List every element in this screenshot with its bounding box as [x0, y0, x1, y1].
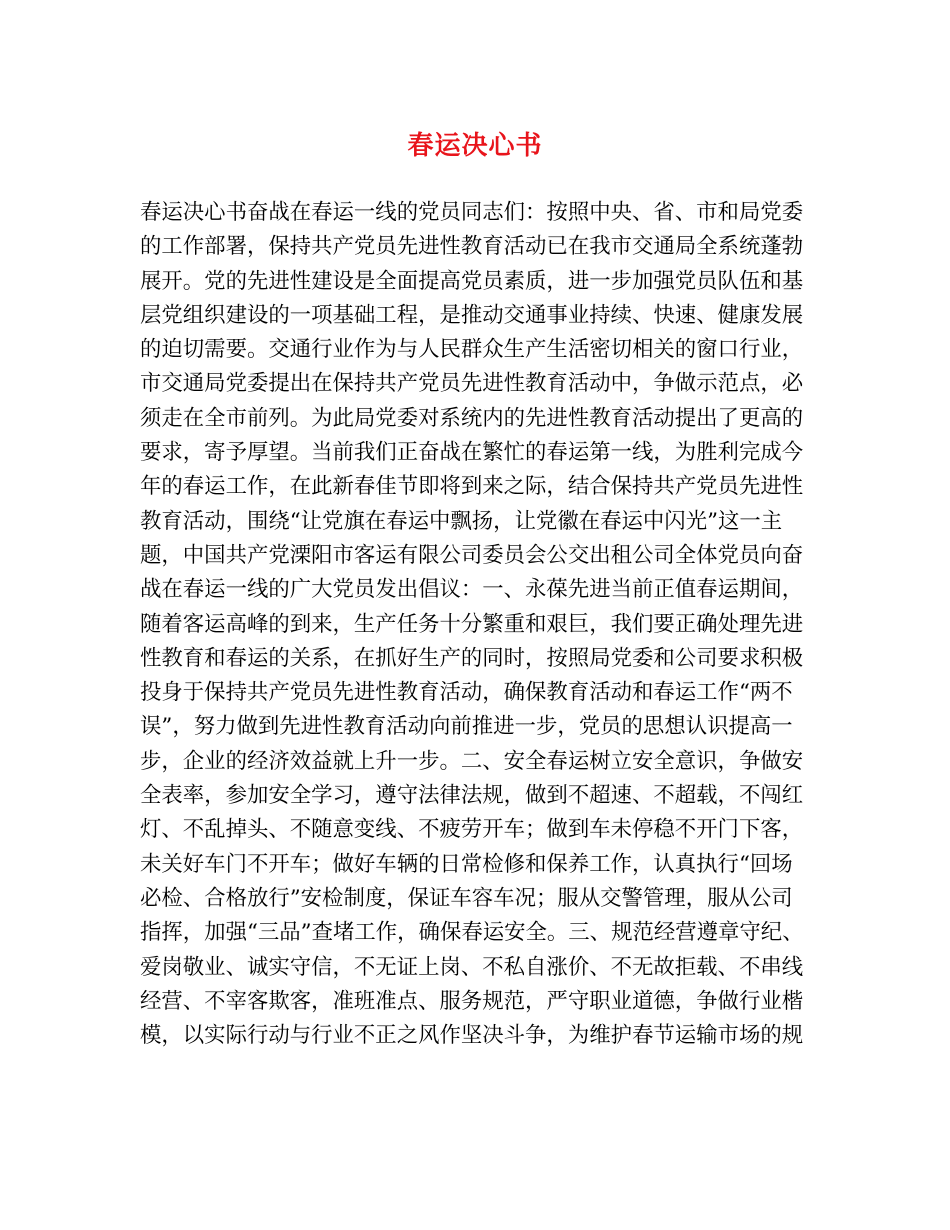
body-line: 投身于保持共产党员先进性教育活动，确保教育活动和春运工作“两不: [140, 680, 793, 706]
body-line: 春运决心书奋战在春运一线的党员同志们：按照中央、省、市和局党委: [140, 200, 804, 225]
body-line: 灯、不乱掉头、不随意变线、不疲劳开车；做到车未停稳不开门下客，: [140, 817, 804, 843]
document-title: 春运决心书: [407, 131, 543, 161]
body-line: 战在春运一线的广大党员发出倡议：一、永葆先进当前正值春运期间，: [140, 577, 804, 603]
body-line: 展开。党的先进性建设是全面提高党员素质，进一步加强党员队伍和基: [140, 268, 804, 294]
body-line: 市交通局党委提出在保持共产党员先进性教育活动中，争做示范点，必: [140, 371, 804, 397]
body-line: 年的春运工作，在此新春佳节即将到来之际，结合保持共产党员先进性: [140, 474, 804, 500]
body-line: 教育活动，围绕“让党旗在春运中飘扬，让党徽在春运中闪光”这一主: [140, 508, 783, 534]
document-body: [140, 196, 830, 1053]
body-line: 爱岗敬业、诚实守信，不无证上岗、不私自涨价、不无故拒载、不串线: [140, 954, 804, 980]
body-line: 须走在全市前列。为此局党委对系统内的先进性教育活动提出了更高的: [140, 405, 804, 431]
body-line: 步，企业的经济效益就上升一步。二、安全春运树立安全意识，争做安: [140, 748, 804, 774]
body-line: 题，中国共产党溧阳市客运有限公司委员会公交出租公司全体党员向奋: [140, 542, 804, 568]
body-line: 性教育和春运的关系，在抓好生产的同时，按照局党委和公司要求积极: [140, 645, 804, 671]
body-line: 必检、合格放行”安检制度，保证车容车况；服从交警管理，服从公司: [140, 885, 793, 911]
body-line: 的迫切需要。交通行业作为与人民群众生产生活密切相关的窗口行业，: [140, 337, 804, 363]
body-line: 经营、不宰客欺客，准班准点、服务规范，严守职业道德，争做行业楷: [140, 988, 804, 1014]
body-line: 全表率，参加安全学习，遵守法律法规，做到不超速、不超载，不闯红: [140, 783, 804, 809]
body-line: 随着客运高峰的到来，生产任务十分繁重和艰巨，我们要正确处理先进: [140, 611, 804, 637]
body-line: 层党组织建设的一项基础工程，是推动交通事业持续、快速、健康发展: [140, 302, 804, 328]
body-line: 误”，努力做到先进性教育活动向前推进一步，党员的思想认识提高一: [140, 714, 793, 740]
body-line: 未关好车门不开车；做好车辆的日常检修和保养工作，认真执行“回场: [140, 851, 793, 877]
body-line: 的工作部署，保持共产党员先进性教育活动已在我市交通局全系统蓬勃: [140, 234, 804, 260]
body-line: 指挥，加强“三品”查堵工作，确保春运安全。三、规范经营遵章守纪、: [140, 920, 804, 946]
body-line: 模，以实际行动与行业不正之风作坚决斗争，为维护春节运输市场的规: [140, 1023, 804, 1049]
body-line: 要求，寄予厚望。当前我们正奋战在繁忙的春运第一线，为胜利完成今: [140, 440, 804, 466]
